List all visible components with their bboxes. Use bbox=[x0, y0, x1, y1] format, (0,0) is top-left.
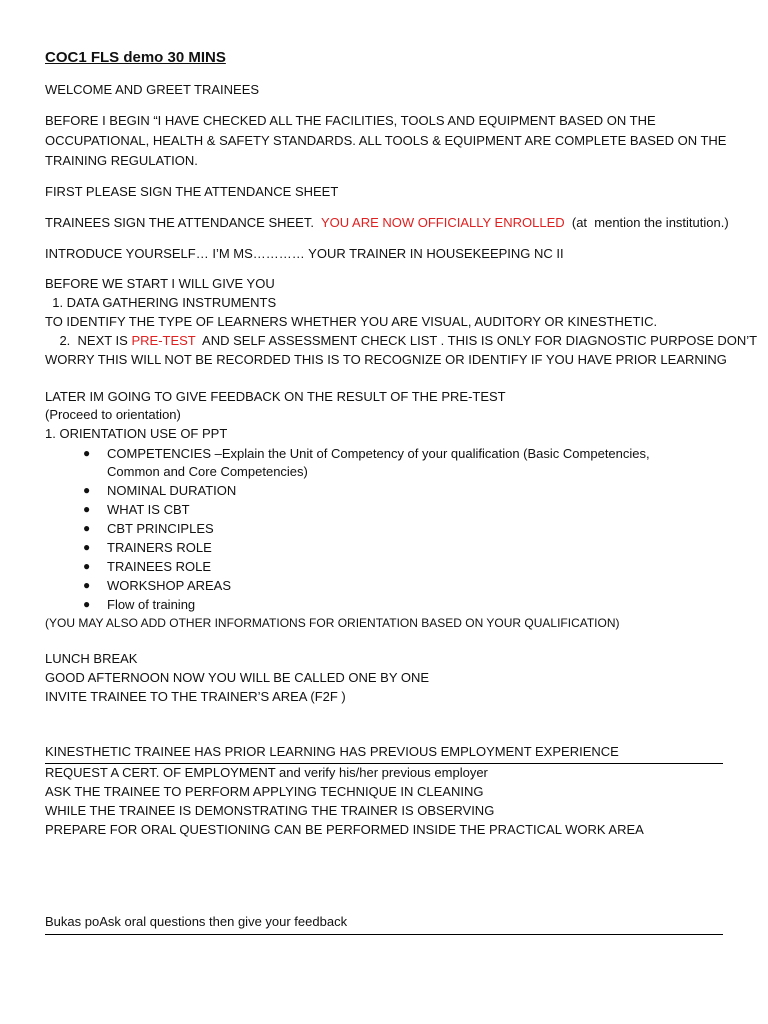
data-gathering-line: 1. DATA GATHERING INSTRUMENTS bbox=[45, 295, 277, 310]
bullet-dot: ● bbox=[83, 540, 91, 554]
doc-title: COC1 FLS demo 30 MINS bbox=[45, 49, 226, 66]
feedback-line: LATER IM GOING TO GIVE FEEDBACK ON THE RESULT OF THE PRE-TEST bbox=[45, 389, 506, 404]
bullet-item: WHAT IS CBT bbox=[107, 502, 190, 517]
bullet-dot: ● bbox=[83, 578, 91, 592]
orientation-line: 1. ORIENTATION USE OF PPT bbox=[45, 426, 228, 441]
bullet-item: Flow of training bbox=[107, 597, 196, 612]
facility-check-line-2: OCCUPATIONAL, HEALTH & SAFETY STANDARDS. ALL TOOLS & EQUIPMENT ARE COMPLETE BASED ON THE bbox=[45, 133, 727, 148]
pretest-highlight: PRE-TEST bbox=[131, 333, 196, 348]
bullet-dot: ● bbox=[83, 597, 91, 611]
bullet-item: WORKSHOP AREAS bbox=[107, 578, 232, 593]
bullet-dot: ● bbox=[83, 521, 91, 535]
cert-employment-line: REQUEST A CERT. OF EMPLOYMENT and verify his/her previous employer bbox=[45, 765, 488, 780]
learner-type-line: TO IDENTIFY THE TYPE OF LEARNERS WHETHER YOU ARE VISUAL, AUDITORY OR KINESTHETIC. bbox=[45, 314, 658, 329]
invite-line: INVITE TRAINEE TO THE TRAINER’S AREA (F2F ) bbox=[45, 689, 346, 704]
enrolled-text-b: (at mention the institution.) bbox=[564, 215, 729, 230]
bullet-item-continuation: Common and Core Competencies) bbox=[107, 464, 308, 479]
observing-line: WHILE THE TRAINEE IS DEMONSTRATING THE TRAINER IS OBSERVING bbox=[45, 803, 495, 818]
facility-check-line-3: TRAINING REGULATION. bbox=[45, 153, 198, 168]
perform-technique-line: ASK THE TRAINEE TO PERFORM APPLYING TECHNIQUE IN CLEANING bbox=[45, 784, 484, 799]
bullet-dot: ● bbox=[83, 483, 91, 497]
before-start-line: BEFORE WE START I WILL GIVE YOU bbox=[45, 276, 275, 291]
pretest-line bbox=[45, 332, 757, 350]
bullet-dot: ● bbox=[83, 559, 91, 573]
bullet-dot: ● bbox=[83, 446, 91, 460]
orientation-note: (YOU MAY ALSO ADD OTHER INFORMATIONS FOR ORIENTATION BASED ON YOUR QUALIFICATION) bbox=[45, 616, 620, 630]
divider-line bbox=[45, 934, 723, 935]
facility-check-line-1: BEFORE I BEGIN “I HAVE CHECKED ALL THE FACILITIES, TOOLS AND EQUIPMENT BASED ON THE bbox=[45, 113, 656, 128]
bullet-item: NOMINAL DURATION bbox=[107, 483, 237, 498]
kinesthetic-line: KINESTHETIC TRAINEE HAS PRIOR LEARNING HAS PREVIOUS EMPLOYMENT EXPERIENCE bbox=[45, 744, 619, 759]
bullet-item: TRAINERS ROLE bbox=[107, 540, 212, 555]
bullet-item: TRAINEES ROLE bbox=[107, 559, 212, 574]
pretest-text-b: AND SELF ASSESSMENT CHECK LIST . THIS IS ONLY FOR DIAGNOSTIC PURPOSE DON’T bbox=[195, 333, 758, 348]
bullet-dot: ● bbox=[83, 502, 91, 516]
enrolled-highlight: YOU ARE NOW OFFICIALLY ENROLLED bbox=[320, 215, 565, 230]
afternoon-line: GOOD AFTERNOON NOW YOU WILL BE CALLED ONE BY ONE bbox=[45, 670, 430, 685]
bullet-item: COMPETENCIES –Explain the Unit of Competency of your qualification (Basic Competencies, bbox=[107, 446, 650, 461]
oral-questioning-line: PREPARE FOR ORAL QUESTIONING CAN BE PERFORMED INSIDE THE PRACTICAL WORK AREA bbox=[45, 822, 644, 837]
pretest-text-a: 2. NEXT IS bbox=[45, 333, 132, 348]
enrolled-text-a: TRAINEES SIGN THE ATTENDANCE SHEET. bbox=[45, 215, 321, 230]
attendance-line: FIRST PLEASE SIGN THE ATTENDANCE SHEET bbox=[45, 184, 339, 199]
proceed-line: (Proceed to orientation) bbox=[45, 407, 181, 422]
introduce-line: INTRODUCE YOURSELF… I’M MS………… YOUR TRAINER IN HOUSEKEEPING NC II bbox=[45, 246, 564, 261]
welcome-line: WELCOME AND GREET TRAINEES bbox=[45, 82, 260, 97]
bullet-item: CBT PRINCIPLES bbox=[107, 521, 214, 536]
feedback-final-line: Bukas poAsk oral questions then give your feedback bbox=[45, 914, 348, 929]
enrolled-line bbox=[45, 214, 729, 232]
lunch-break-line: LUNCH BREAK bbox=[45, 651, 138, 666]
prior-learning-line: WORRY THIS WILL NOT BE RECORDED THIS IS TO RECOGNIZE OR IDENTIFY IF YOU HAVE PRIOR LEARNING bbox=[45, 352, 727, 367]
